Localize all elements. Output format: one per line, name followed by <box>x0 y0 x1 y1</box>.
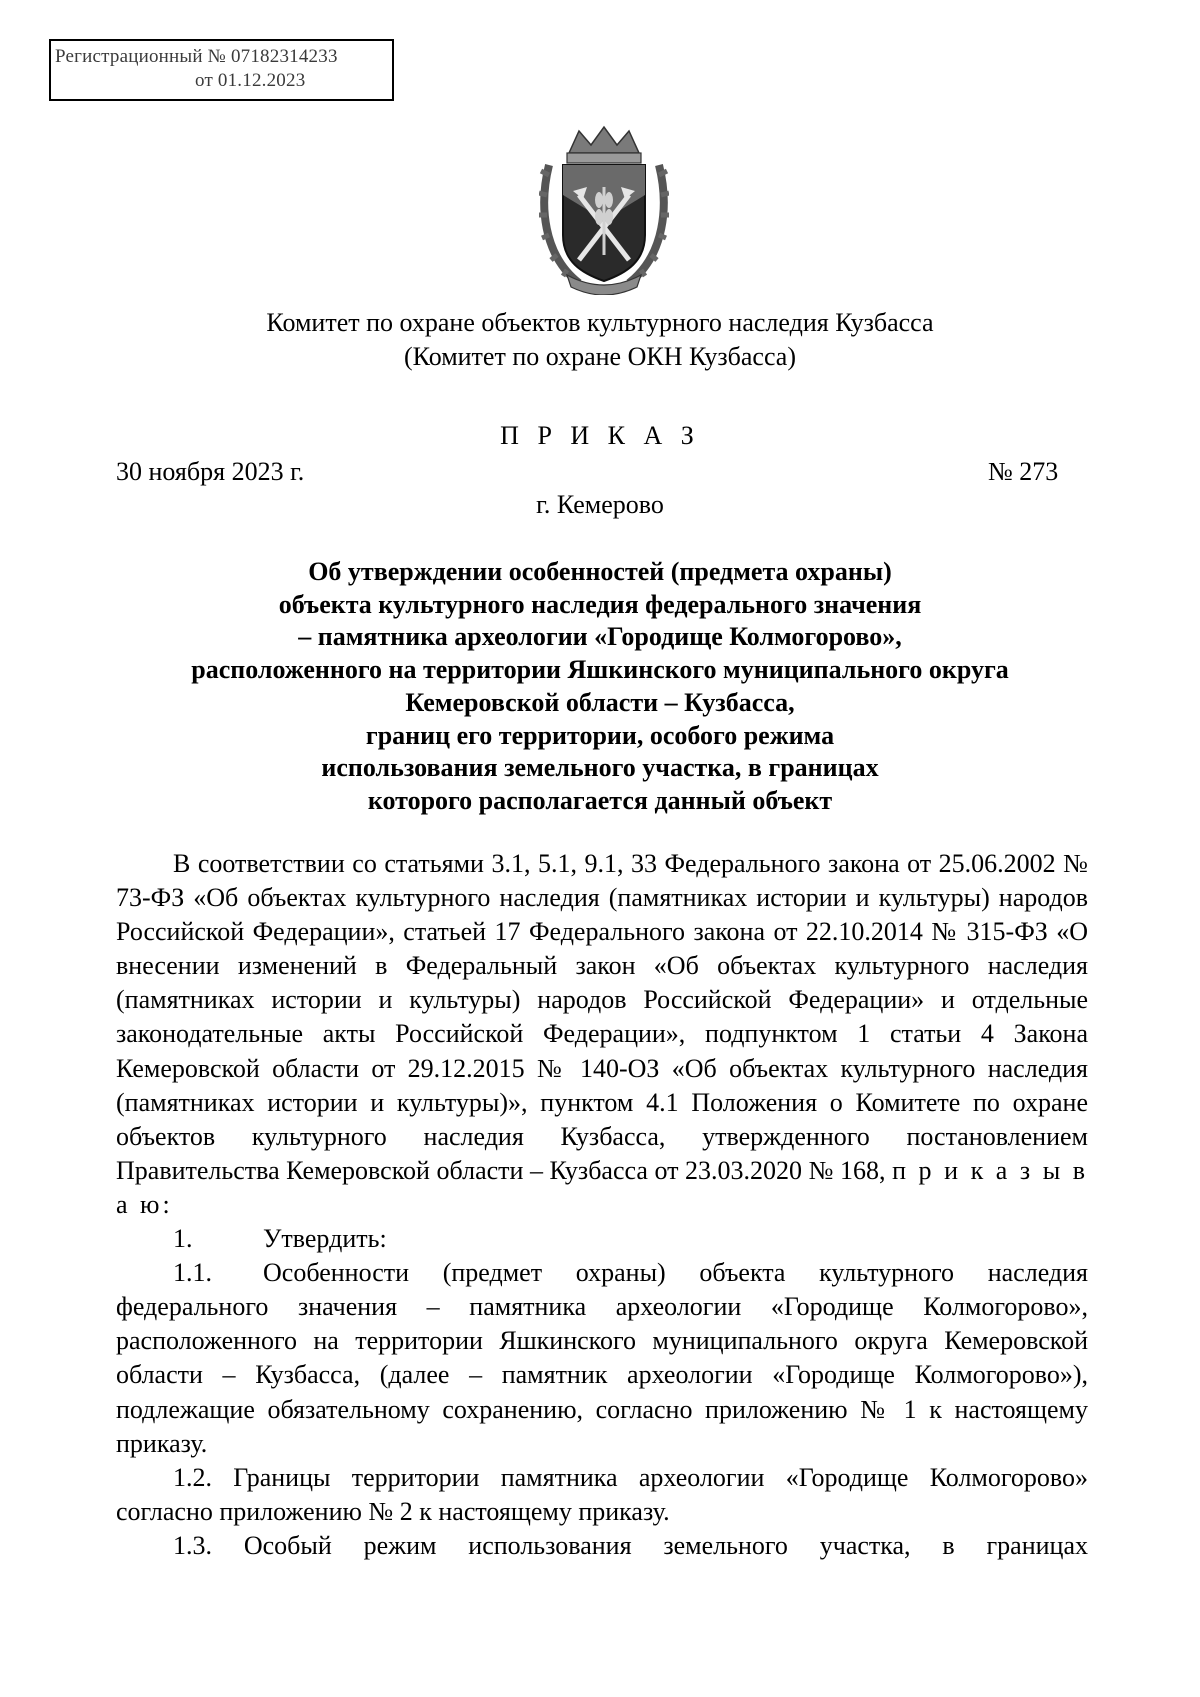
order-word: п р и к а з ы в а ю: <box>116 1155 1088 1219</box>
registration-date: от 01.12.2023 <box>195 70 306 91</box>
item-1-1 <box>116 1256 1088 1461</box>
title-line: объекта культурного наследия федерального значения <box>278 589 922 619</box>
document-city: г. Кемерово <box>536 490 664 519</box>
item-1-3: 1.3. Особый режим использования земельного участка, в границах <box>173 1530 1088 1560</box>
agency-full-name: Комитет по охране объектов культурного наследия Кузбасса <box>266 308 934 337</box>
document-number: № 273 <box>988 457 1059 486</box>
document-body <box>116 847 1088 1563</box>
item-1-1-number: 1.1. <box>173 1258 212 1288</box>
title-line: Кемеровской области – Кузбасса, <box>405 687 795 717</box>
title-line: которого располагается данный объект <box>367 785 833 815</box>
preamble-text: В соответствии со статьями 3.1, 5.1, 9.1, 33 Федерального закона от 25.06.2002 № 73-ФЗ «Об объектах культурного наследия (памятниках истории и культуры) народов Российской Федерации», статьей 17 Федерального закона от 22.10.2014 № 315-ФЗ «О внесении изменений в Федеральный закон «Об объектах культурного наследия (памятниках истории и культуры) народов Российской Федерации» и отдельные законодательные акты Российской Федерации», подпунктом 1 статьи 4 Закона Кемеровской области от 29.12.2015 № 140-ОЗ «Об объектах культурного наследия (памятниках истории и культуры)», пунктом 4.1 Положения о Комитете по охране объектов культурного наследия Кузбасса, утвержденного постановлением Правительства Кемеровской области – Кузбасса от 23.03.2020 № 168, <box>116 849 1088 1185</box>
title-line: использования земельного участка, в границах <box>321 753 879 783</box>
registration-number: Регистрационный № 07182314233 <box>55 46 338 67</box>
item-1-number: 1. <box>173 1224 193 1254</box>
preamble-paragraph <box>116 847 1088 1222</box>
title-line: расположенного на территории Яшкинского муниципального округа <box>191 655 1009 685</box>
document-type: П Р И К А З <box>500 421 700 450</box>
registration-stamp <box>49 39 394 101</box>
agency-short-name: (Комитет по охране ОКН Кузбасса) <box>403 342 797 371</box>
item-1-1-text: Особенности (предмет охраны) объекта культурного наследия федерального значения – памятника археологии «Городище Колмогорово», расположенного на территории Яшкинского муниципального округа Кемеровской области – Кузбасса, (далее – памятник археологии «Городище Колмогорово»), подлежащие обязательному сохранению, согласно приложению № 1 к настоящему приказу. <box>116 1258 1088 1458</box>
item-1 <box>116 1222 1088 1256</box>
document-title <box>0 556 1200 818</box>
title-line: границ его территории, особого режима <box>365 720 835 750</box>
document-date: 30 ноября 2023 г. <box>116 457 305 486</box>
kuzbass-coat-of-arms-icon <box>539 125 669 295</box>
title-line: Об утверждении особенностей (предмета охраны) <box>308 557 892 586</box>
item-1-2: 1.2. Границы территории памятника археологии «Городище Колмогорово» согласно приложению № 2 к настоящему приказу. <box>116 1462 1088 1526</box>
item-1-text: Утвердить: <box>263 1224 387 1254</box>
title-line: – памятника археологии «Городище Колмогорово», <box>298 622 902 652</box>
